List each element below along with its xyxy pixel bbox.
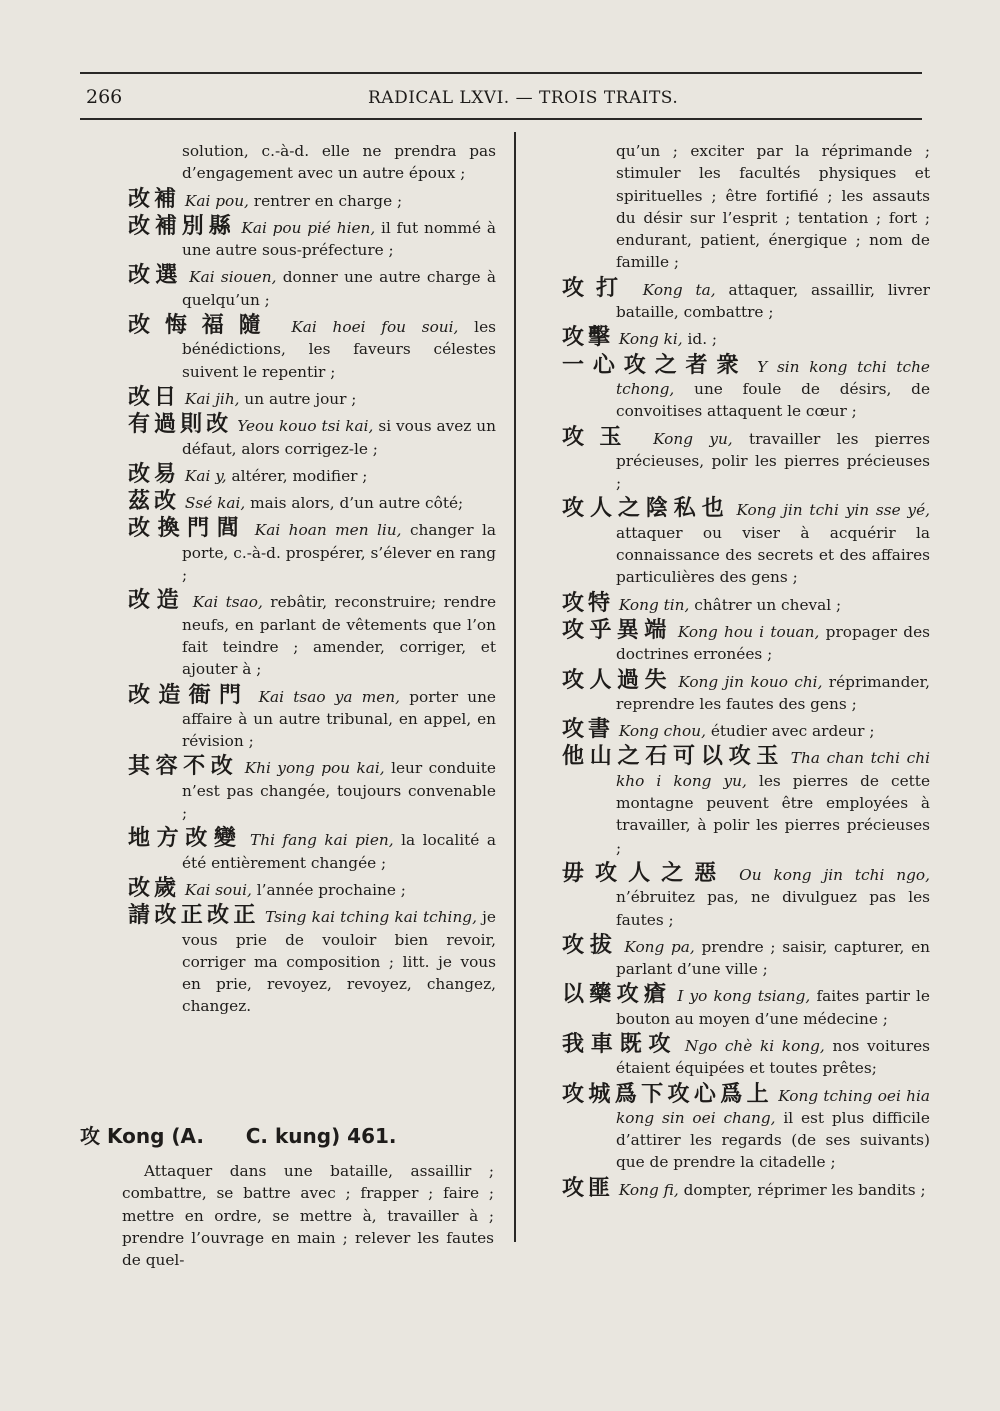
dictionary-entry [562,498,930,588]
definition-text: étudier avec ardeur ; [705,722,875,741]
dictionary-entry [562,746,930,858]
definition-text: dompter, réprimer les bandits ; [678,1180,926,1199]
chinese-headword: 攻人之陰私也 [562,496,730,522]
chinese-headword: 以藥攻瘡 [562,982,672,1008]
dictionary-entry [562,590,930,616]
chinese-headword: 攻特 [562,590,615,616]
definition-text: attaquer ou viser à acquérir la connaissance des secrets et des affaires particulières des gens ; [616,523,930,587]
dictionary-entry [128,315,496,383]
definition-text: il fut nommé à une autre sous-préfecture ; [182,218,496,260]
chinese-headword: 改造 [128,588,186,614]
romanization: Kai tsao ya men, [258,687,400,706]
dictionary-entry [562,1081,930,1174]
romanization: Kong fi, [618,1180,679,1199]
chinese-headword: 攻書 [562,717,615,743]
romanization: Kai hoei fou soui, [291,318,459,337]
romanization: Kong chou, [618,722,706,741]
dictionary-entry [128,756,496,824]
dictionary-entry [562,140,930,274]
romanization: Kai siouen, [189,268,277,287]
right-column [562,140,930,1205]
chinese-headword: 改換門閭 [128,516,247,542]
dictionary-entry [128,414,496,460]
romanization: Kong pa, [624,937,695,956]
chinese-headword: 一心攻之者衆 [562,352,748,378]
definition-text: propager des doctrines erronées ; [616,622,930,664]
romanization: Kai hoan men liu, [254,521,402,540]
dictionary-entry [128,140,496,185]
chinese-headword: 請改正改正 [128,903,260,929]
dictionary-entry [562,932,930,981]
dictionary-entry [128,682,496,753]
romanization: Kong hou i touan, [677,622,820,641]
dictionary-entry [562,1175,930,1201]
chinese-headword: 攻城爲下攻心爲上 [562,1081,774,1107]
definition-text: châtrer un cheval ; [689,595,842,614]
chinese-headword: 毋攻人之惡 [562,860,728,886]
chinese-headword: 攻匪 [562,1175,615,1201]
dictionary-entry [128,213,496,262]
entry-heading: 攻 Kong (A. C. kung) 461. [80,1124,397,1148]
definition-text: rebâtir, reconstruire; rendre neufs, en parlant de vêtements que l’on fait teindre ; amender, corriger, et ajouter à ; [182,593,496,679]
definition-text: si vous avez un défaut, alors corrigez-le ; [182,417,496,458]
definition-text: faites partir le bouton au moyen d’une médecine ; [616,987,930,1028]
chinese-headword: 茲改 [128,489,181,515]
running-head: RADICAL LXVI. — TROIS TRAITS. [368,88,679,108]
romanization: Kong tin, [618,595,690,614]
entry-definition: Attaquer dans une bataille, assaillir ; combattre, se battre avec ; frapper ; faire ; mettre en ordre, se mettre à, travailler à ; prendre l’ouvrage en main ; relever les fautes de quel- [122,1162,494,1270]
left-column [128,140,496,1022]
definition-text: l’année prochaine ; [251,880,406,899]
chinese-headword: 他山之石可以攻玉 [562,744,785,770]
definition-text: je vous prie de vouloir bien revoir, corriger ma composition ; litt. je vous en prie, revoyez, revoyez, changez, changez. [182,908,496,1016]
romanization: Kong yu, [653,429,733,448]
romanization: Kai y, [184,466,227,485]
romanization: Kai pou, [184,191,249,210]
chinese-headword: 地方改變 [128,826,243,852]
romanization: Kai soui, [184,880,252,899]
chinese-headword: 改補別縣 [128,213,236,239]
dictionary-entry [128,828,496,874]
dictionary-entry [562,275,930,324]
definition-text: altérer, modifier ; [226,466,368,485]
romanization: Kai pou pié hien, [241,218,376,237]
romanization: Khi yong pou kai, [244,759,385,778]
romanization: Y sin kong tchi tche tchong, [616,357,930,398]
romanization: Kong tching oei hia kong sin oei chang, [616,1086,930,1127]
definition-text: une foule de désirs, de convoitises attaquent le cœur ; [616,379,930,421]
romanization: Ngo chè ki kong, [684,1036,825,1055]
chinese-headword: 有過則改 [128,412,233,438]
definition-text: porter une affaire à un autre tribunal, en appel, en révision ; [182,687,496,751]
chinese-headword: 攻乎異端 [562,617,672,643]
dictionary-entry [562,667,930,716]
dictionary-entry [562,719,930,742]
chinese-headword: 攻打 [562,275,630,301]
definition-text: donner une autre charge à quelqu’un ; [182,268,496,309]
romanization: Kai tsao, [192,593,263,612]
definition-text: mais alors, d’un autre côté; [245,494,464,513]
romanization: Kong ta, [642,280,716,299]
chinese-headword: 其容不改 [128,754,239,780]
dictionary-entry [562,327,930,350]
chinese-headword: 改悔福隨 [128,313,276,339]
dictionary-entry [562,860,930,931]
romanization: Ou kong jin tchi ngo, [739,865,930,884]
romanization: Kong ki, [618,330,683,349]
chinese-headword: 改補 [128,186,181,212]
definition-text: réprimander, reprendre les fautes des gens ; [616,672,930,713]
definition-text: les bénédictions, les faveurs célestes suivent le repentir ; [182,318,496,381]
dictionary-entry [128,590,496,680]
chinese-headword: 攻人過失 [562,667,672,693]
chinese-headword: 我車既攻 [562,1031,678,1057]
dictionary-entry [562,424,930,495]
dictionary-entry [128,186,496,212]
definition-text: attaquer, assaillir, livrer bataille, combattre ; [616,280,930,322]
romanization: Tha chan tchi chi kho i kong yu, [616,749,930,790]
chinese-headword: 改歲 [128,875,181,901]
header-rule [80,118,922,120]
chinese-headword: 攻拔 [562,932,618,958]
definition-text: qu’un ; exciter par la réprimande ; stimuler les facultés physiques et spirituelles ; être fortifié ; les assauts du désir sur l’esprit ; tentation ; fort ; endurant, patient, énergique ; nom de famille ; [616,142,930,272]
definition-text: un autre jour ; [239,389,357,408]
definition-text: changer la porte, c.-à-d. prospérer, s’élever en rang ; [182,521,496,585]
dictionary-entry [562,352,930,423]
romanization: I yo kong tsiang, [677,987,811,1006]
romanization: Yeou kouo tsi kai, [237,417,374,436]
dictionary-entry [128,875,496,901]
chinese-headword: 改日 [128,384,181,410]
romanization: Thi fang kai pien, [250,831,394,850]
romanization: Tsing kai tching kai tching, [264,908,477,927]
romanization: Ssé kai, [184,494,246,513]
definition-text: n’ébruitez pas, ne divulguez pas les fautes ; [616,888,930,929]
romanization: Kong jin kouo chi, [678,672,823,691]
definition-text: rentrer en charge ; [248,191,403,210]
dictionary-entry [128,491,496,514]
dictionary-entry [128,461,496,487]
page-number: 266 [86,86,123,108]
column-divider [514,132,516,1242]
definition-text: la localité a été entièrement changée ; [182,831,496,872]
definition-text: nos voitures étaient équipées et toutes prêtes; [616,1036,930,1078]
chinese-headword: 改易 [128,461,181,487]
romanization: Kong jin tchi yin sse yé, [736,501,930,520]
romanization: Kai jih, [184,389,240,408]
chinese-headword: 改選 [128,263,183,289]
definition-text: solution, c.-à-d. elle ne prendra pas d’engagement avec un autre époux ; [182,142,496,183]
dictionary-entry [128,265,496,311]
chinese-headword: 改造衙門 [128,682,250,708]
definition-text: travailler les pierres précieuses, polir les pierres précieuses ; [616,429,930,493]
definition-text: id. ; [682,330,718,349]
definition-text: prendre ; saisir, capturer, en parlant d’une ville ; [616,937,930,979]
chinese-headword: 攻擊 [562,325,615,351]
dictionary-entry [562,1031,930,1080]
dictionary-entry [562,984,930,1030]
dictionary-entry [562,617,930,666]
definition-text: il est plus difficile d’attirer les regards (de ses suivants) que de prendre la citadelle ; [616,1108,930,1172]
definition-text: leur conduite n’est pas changée, toujours convenable ; [182,759,496,823]
dictionary-entry [128,905,496,1017]
dictionary-entry [128,384,496,410]
chinese-headword: 攻玉 [562,424,637,450]
top-rule [80,72,922,74]
dictionary-entry [128,518,496,586]
definition-text: les pierres de cette montagne peuvent être employées à travailler, à polir les pierres précieuses ; [616,771,930,857]
